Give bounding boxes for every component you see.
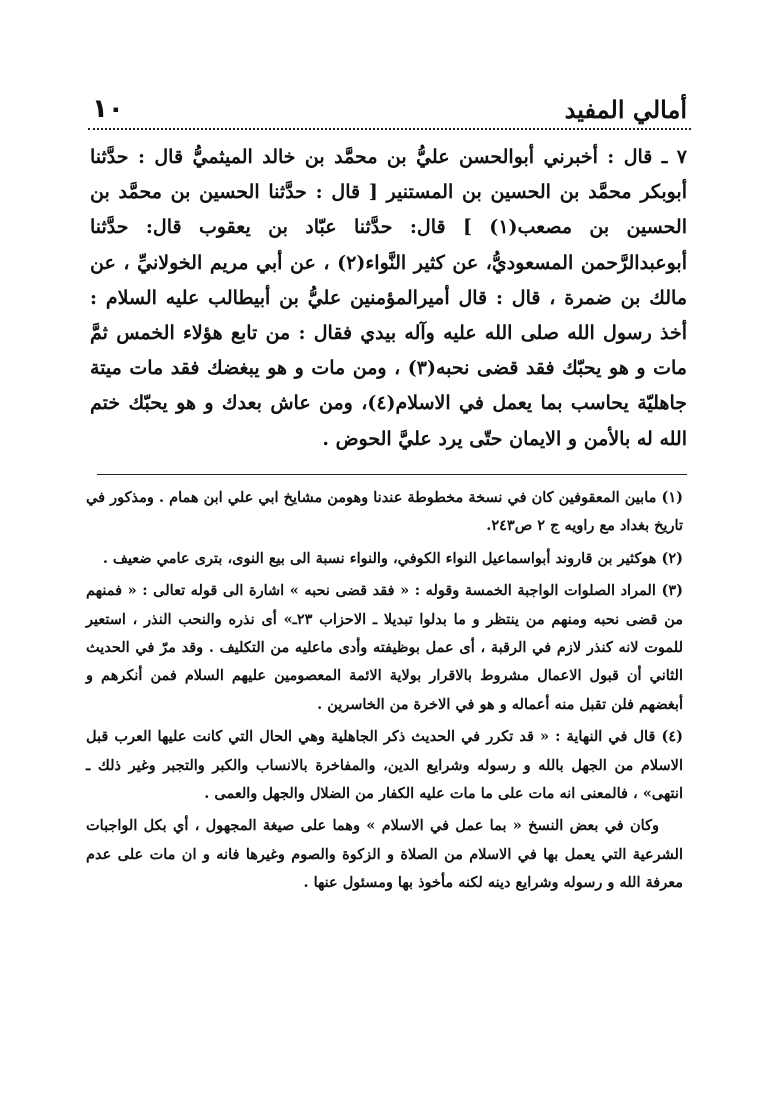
footnote-4: (٤) قال في النهاية : « قد تكرر في الحديث ذكر الجاهلية وهي الحال التي كانت عليها العرب قبل الاسلام من الجهل بالله و رسوله وشرايع الدين، والمفاخرة بالانساب والكبر والتجبر وغير ذلك ـ انتهى» ، فالمعنى انه مات على ما مات عليه الكفار من الضلال والجهل والعمى . [86,728,683,803]
book-title: أمالي المفيد [564,95,687,124]
hadith-paragraph: ٧ ـ قال : أخبرني أبوالحسن عليُّ بن محمَّد بن خالد الميثميُّ قال : حدَّثنا أبوبكر محمَّد بن الحسين بن المستنير [ قال : حدَّثنا الحسين بن محمَّد بن الحسين بن مصعب(١) ] قال: حدَّثنا عبّاد بن يعقوب قال: حدَّثنا أبوعبدالرَّحمن المسعوديُّ، عن كثير النَّواء(٢) ، عن أبي مريم الخولانيِّ ، عن مالك بن ضمرة ، قال : قال أميرالمؤمنين عليُّ بن أبيطالب عليه السلام : أخذ رسول الله صلى الله عليه وآله بيدي فقال : من تابع هؤلاء الخمس ثمَّ مات و هو يحبّك فقد قضى نحبه(٣) ، ومن مات و هو يبغضك فقد مات ميتة جاهليّة يحاسب بما يعمل في الاسلام(٤)، ومن عاش بعدك و هو يحبّك ختم الله له بالأمن و الايمان حتّى يرد عليَّ الحوض . [90,146,687,450]
footnote-divider [97,474,687,475]
header-divider [88,128,691,130]
footnote-4-continued: وكان في بعض النسخ « بما عمل في الاسلام » وهما على صيغة المجهول ، أي بكل الواجبات الشرعية التي يعمل بها في الاسلام من الصلاة و الزكوة والصوم وغيرها فانه و ان مات على عدم معرفة الله و رسوله وشرايع دينه لكنه مأخوذ بها ومسئول عنها . [86,817,683,892]
hadith-text [90,140,687,457]
footnotes [86,484,683,902]
page-number: ١٠ [92,94,124,124]
footnote-1: (١) مابين المعقوفين كان في نسخة مخطوطة عندنا وهومن مشايخ ابي علي ابن همام . ومذكور في تاريخ بغداد مع راويه ج ٢ ص٢٤٣. [86,489,683,535]
page-header [92,84,687,124]
footnote-3: (٣) المراد الصلوات الواجبة الخمسة وقوله : « فقد قضى نحبه » اشارة الى قوله تعالى : « فمنهم من قضى نحبه ومنهم من ينتظر و ما بدلوا تبديلا ـ الاحزاب ٢٣ـ» أى نذره والنحب النذر ، استعير للموت لانه كنذر لازم في الرقبة ، أى عمل بوظيفته وأدى ماعليه من التكليف . وقد مرّ في الحديث الثاني أن قبول الاعمال مشروط بالاقرار بولاية الائمة المعصومين عليهم السلام فمن أنكرهم و أبغضهم فلن تقبل منه أعماله و هو في الاخرة من الخاسرين . [86,582,684,713]
footnote-2: (٢) هوكثير بن قاروند أبواسماعيل النواء الكوفي، والنواء نسبة الى بيع النوى، بترى عامي ضعيف . [102,549,683,567]
